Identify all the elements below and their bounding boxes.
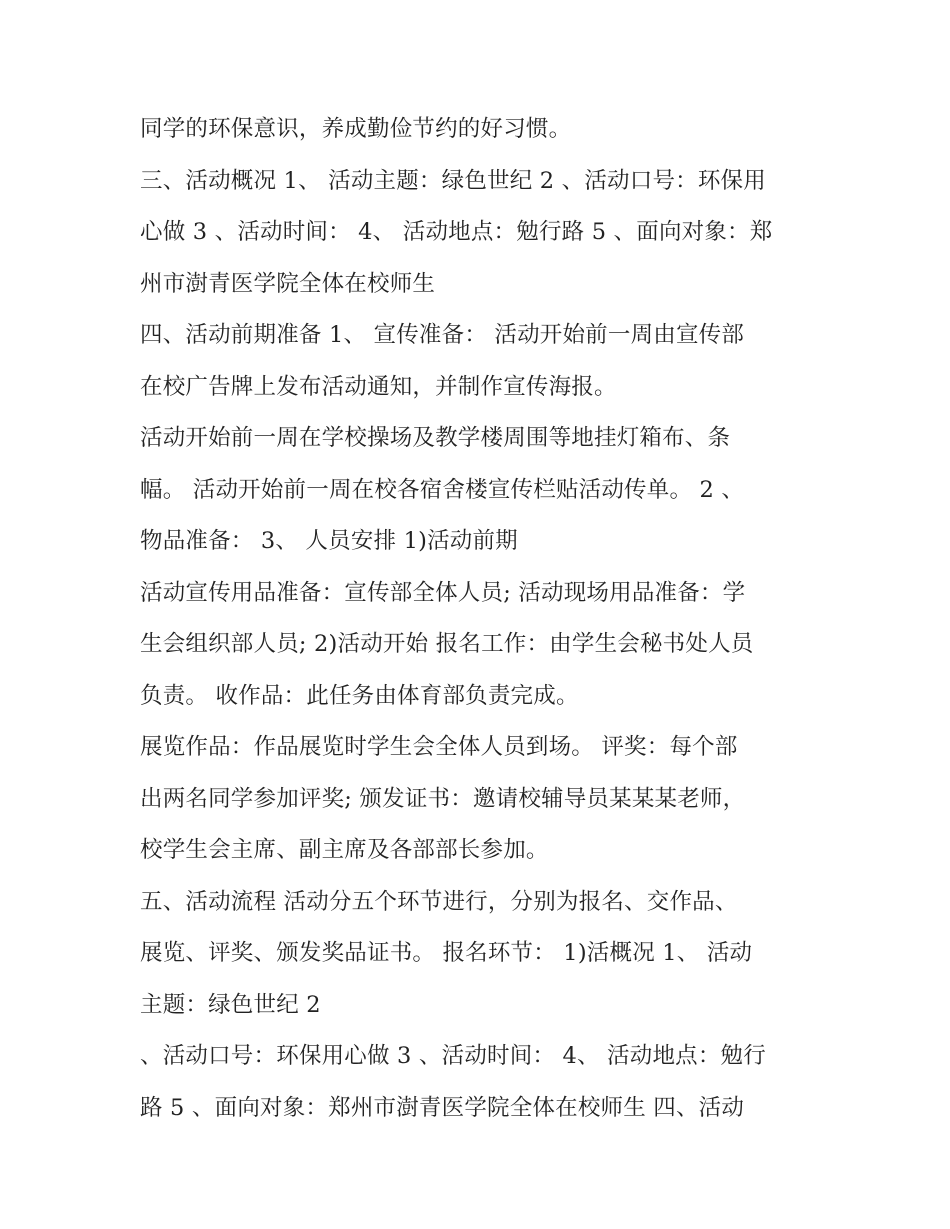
text-line: 负责。 收作品：此任务由体育部负责完成。 [140, 682, 579, 709]
text-line: 四、活动前期准备 1、 宣传准备： 活动开始前一周由宣传部 [140, 322, 745, 348]
text-line: 生会组织部人员; 2)活动开始 报名工作：由学生会秘书处人员 [140, 631, 754, 657]
text-line: 活动宣传用品准备：宣传部全体人员; 活动现场用品准备：学 [140, 579, 746, 606]
text-line: 五、活动流程 活动分五个环节进行，分别为报名、交作品、 [140, 888, 738, 915]
text-line: 展览作品：作品展览时学生会全体人员到场。 评奖：每个部 [140, 734, 738, 760]
text-line: 州市澍青医学院全体在校师生 [140, 270, 436, 297]
text-line: 心做 3 、活动时间： 4、 活动地点：勉行路 5 、面向对象：郑 [140, 219, 773, 245]
text-line: 幅。 活动开始前一周在校各宿舍楼宣传栏贴活动传单。 2 、 [140, 476, 745, 503]
text-line: 、活动口号：环保用心做 3 、活动时间： 4、 活动地点：勉行 [140, 1043, 766, 1069]
text-line: 路 5 、面向对象：郑州市澍青医学院全体在校师生 四、活动 [140, 1094, 745, 1121]
text-line: 活动开始前一周在学校操场及教学楼周围等地挂灯箱布、条 [140, 425, 731, 451]
text-line: 物品准备： 3、 人员安排 1)活动前期 [140, 528, 518, 554]
text-line: 出两名同学参加评奖; 颁发证书：邀请校辅导员某某某老师， [140, 785, 746, 812]
text-line: 校学生会主席、副主席及各部部长参加。 [140, 837, 549, 863]
text-line: 主题：绿色世纪 2 [140, 991, 321, 1018]
text-line: 三、活动概况 1、 活动主题：绿色世纪 2 、活动口号：环保用 [140, 167, 766, 194]
document-body [140, 104, 820, 1134]
text-line: 在校广告牌上发布活动通知，并制作宣传海报。 [140, 373, 617, 400]
text-line: 展览、评奖、颁发奖品证书。 报名环节： 1)活概况 1、 活动 [140, 940, 753, 966]
text-line: 同学的环保意识，养成勤俭节约的好习惯。 [140, 116, 572, 142]
